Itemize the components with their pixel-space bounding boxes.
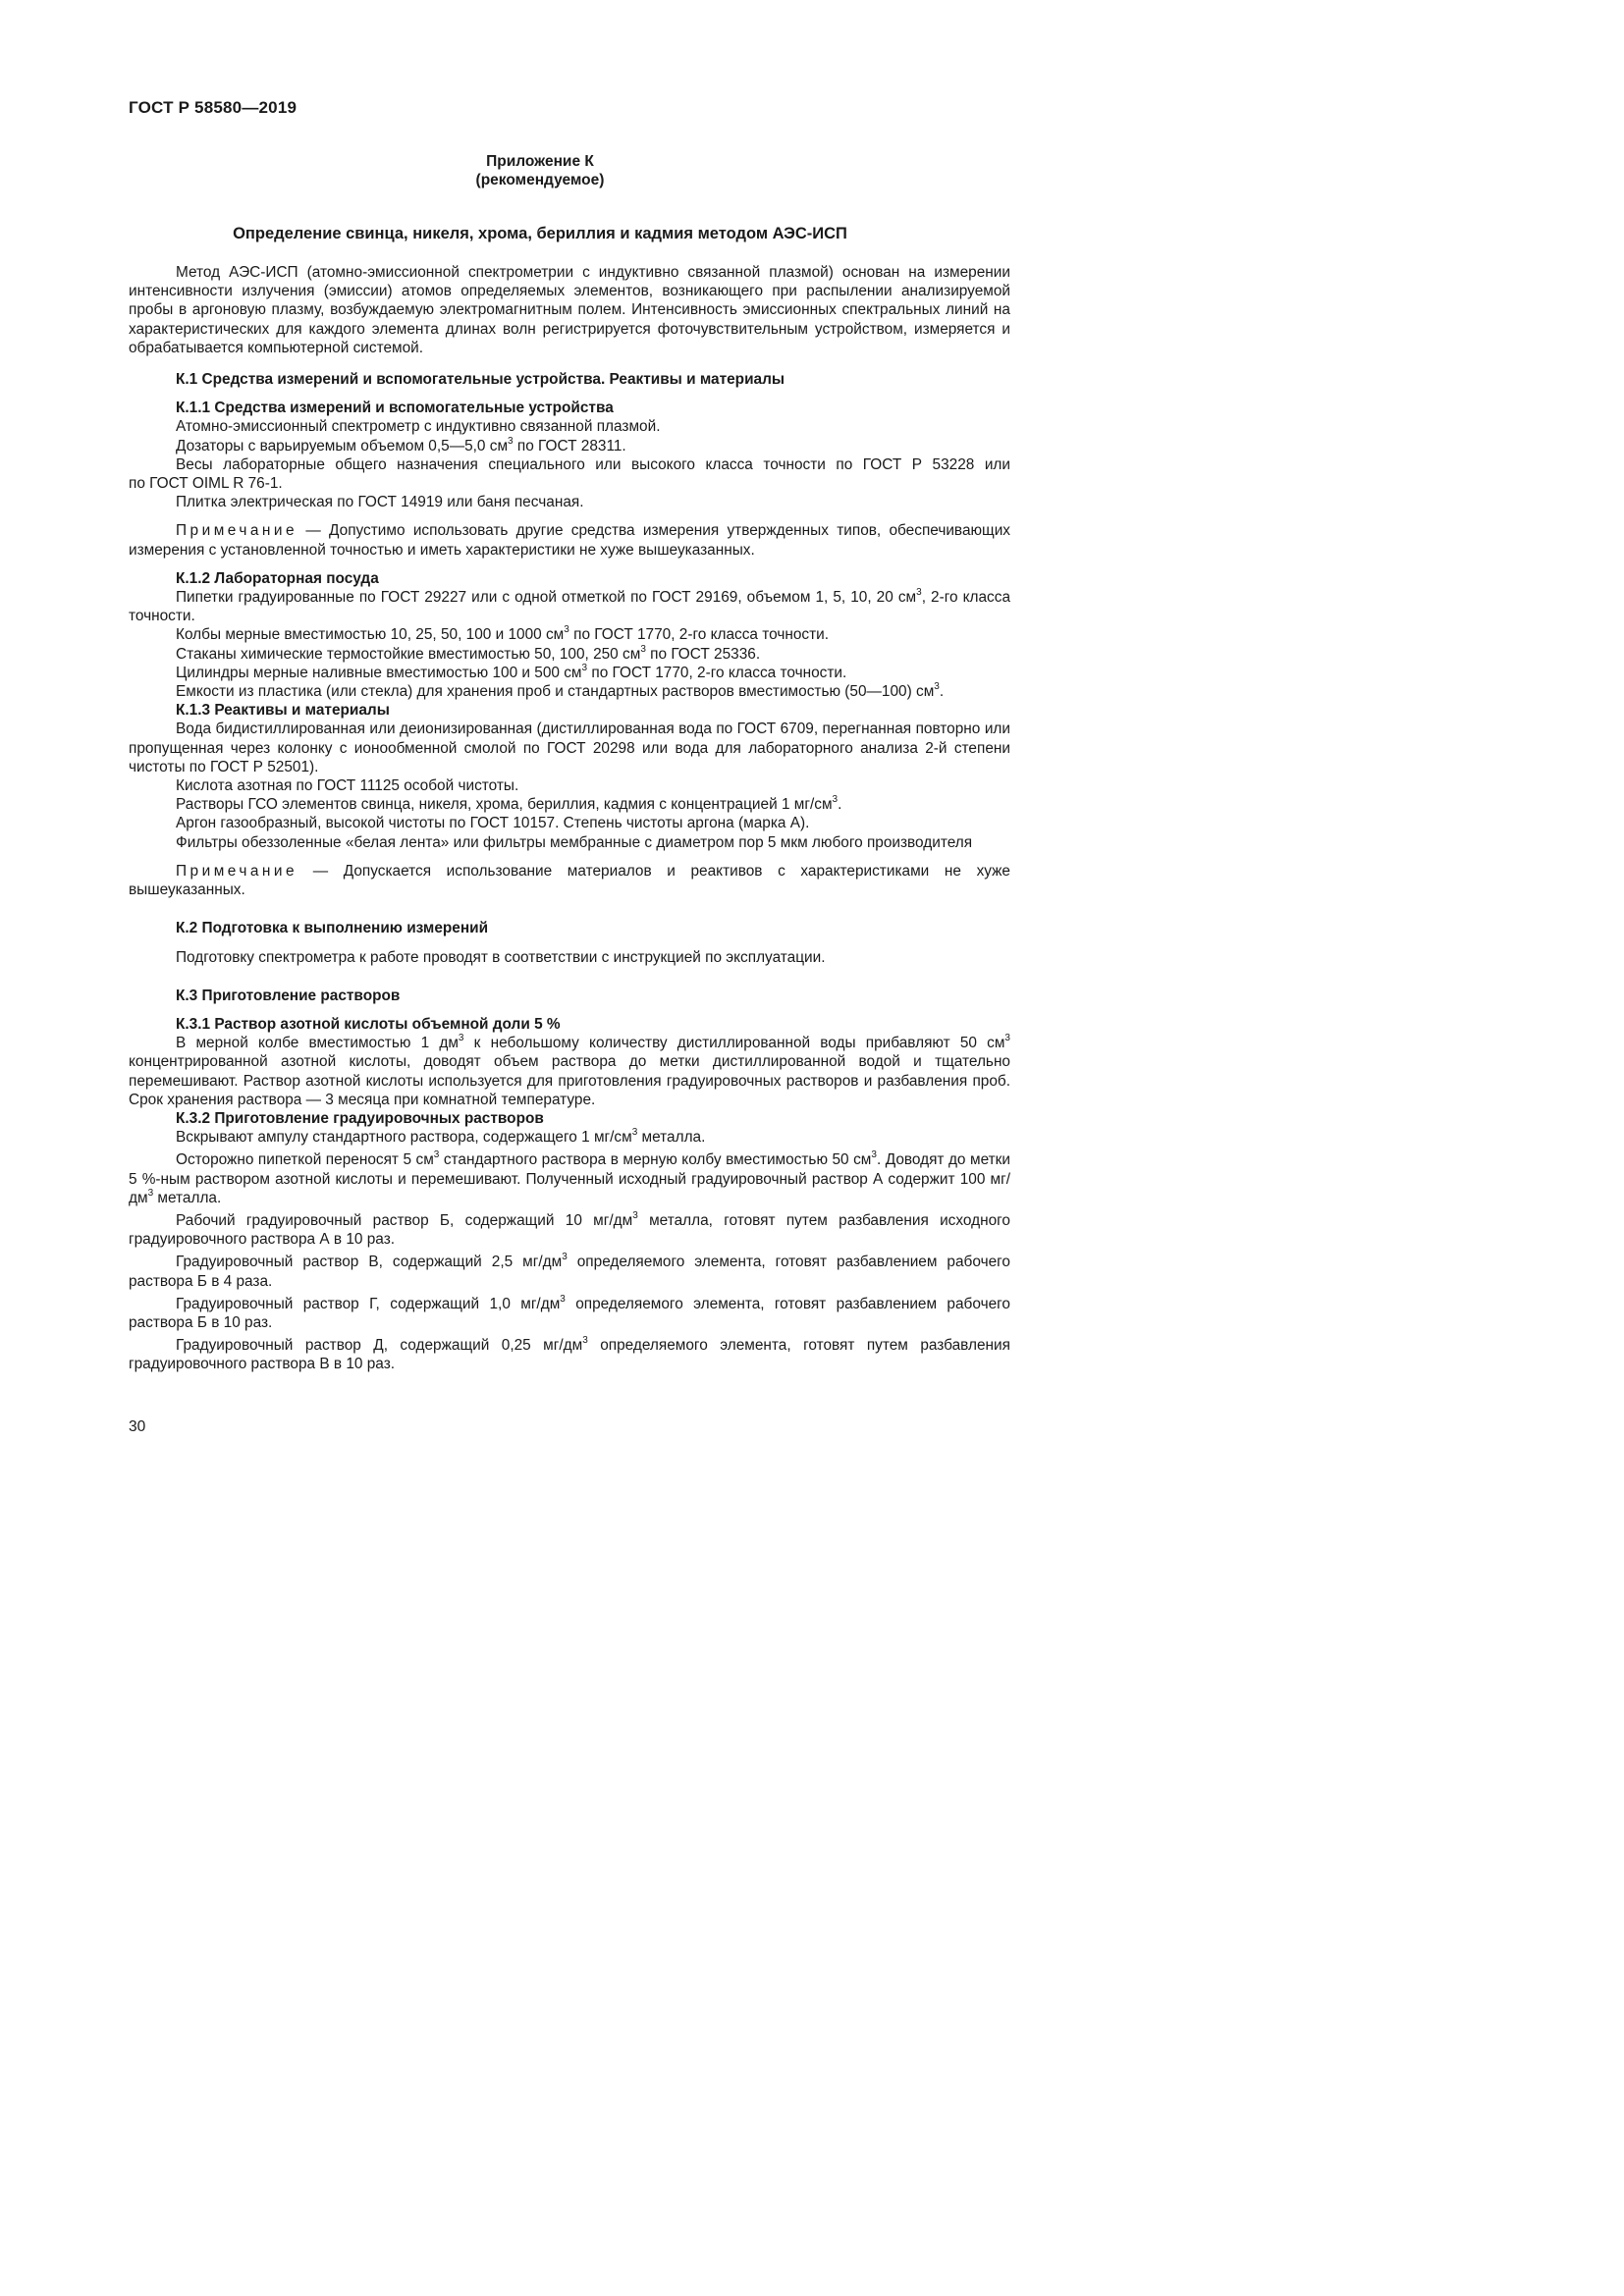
- k31-paragraph: [129, 1034, 1010, 1109]
- k13-line-acid: Кислота азотная по ГОСТ 11125 особой чистоты.: [176, 777, 519, 795]
- k32-paragraph-5: [129, 1295, 1010, 1332]
- annex-label: [0, 152, 1080, 189]
- k12-flasks-tail: по ГОСТ 1770, 2-го класса точности.: [568, 626, 830, 644]
- k12-flasks-text: Колбы мерные вместимостью 10, 25, 50, 100 и 1000 см: [176, 626, 565, 644]
- k12-line-beakers: [129, 645, 1010, 664]
- page-number: 30: [129, 1418, 146, 1435]
- k13-line-gso: [129, 795, 1010, 814]
- k32-p3-text: Рабочий градуировочный раствор Б, содержащий 10 мг/дм: [176, 1211, 633, 1229]
- k32-paragraph-6: [129, 1336, 1010, 1373]
- k31-text-c: концентрированной азотной кислоты, доводят объем раствора до метки дистиллированной водой и тщательно перемешивают. Раствор азотной кислоты используется для приготовления градуировочных растворов и разбавления проб. Срок хранения раствора — 3 месяца при комнатной температуре.: [129, 1053, 1010, 1108]
- k12-beakers-tail: по ГОСТ 25336.: [645, 645, 761, 663]
- k12-cylinders-text: Цилиндры мерные наливные вместимостью 100 и 500 см: [176, 664, 582, 681]
- superscript: 3: [631, 1127, 638, 1138]
- k12-pipettes-tail: , 2-го класса точности.: [129, 589, 1010, 625]
- superscript: 3: [640, 643, 646, 655]
- k12-line-cylinders: [129, 664, 1010, 682]
- k11-note: [129, 521, 1010, 559]
- k12-containers-text: Емкости из пластика (или стекла) для хранения проб и стандартных растворов вместимостью (50—100) см: [176, 683, 935, 701]
- document-page: [0, 0, 1080, 1534]
- section-k1-heading: К.1 Средства измерений и вспомогательные устройства. Реактивы и материалы: [176, 371, 785, 389]
- k12-line-containers: [129, 682, 1010, 701]
- note-text: — Допускается использование материалов и реактивов с характеристиками не хуже вышеуказанных.: [129, 862, 1010, 899]
- k32-p6-text: Градуировочный раствор Д, содержащий 0,25 мг/дм: [176, 1337, 583, 1355]
- section-k3-heading: К.3 Приготовление растворов: [176, 987, 401, 1004]
- document-body: [129, 263, 1010, 1374]
- note-text: — Допустимо использовать другие средства измерения утвержденных типов, обеспечивающих измерения с установленной точностью и иметь характеристики не хуже вышеуказанных.: [129, 522, 1010, 559]
- k11-dispensers-text: Дозаторы с варьируемым объемом 0,5—5,0 см: [176, 437, 509, 454]
- superscript: 3: [564, 624, 569, 636]
- k11-line-spectrometer: Атомно-эмиссионный спектрометр с индуктивно связанной плазмой.: [176, 418, 661, 436]
- superscript: 3: [832, 794, 839, 806]
- annex-status: (рекомендуемое): [475, 172, 605, 188]
- k32-p6-tail: определяемого элемента, готовят путем разбавления градуировочного раствора В в 10 раз.: [129, 1337, 1010, 1373]
- k13-gso-tail: .: [838, 796, 842, 814]
- k11-dispensers-tail: по ГОСТ 28311.: [513, 437, 626, 454]
- k32-p5-text: Градуировочный раствор Г, содержащий 1,0 мг/дм: [176, 1295, 561, 1312]
- superscript: 3: [871, 1149, 877, 1161]
- k12-containers-tail: .: [939, 683, 945, 701]
- intro-paragraph: Метод АЭС-ИСП (атомно-эмиссионной спектрометрии с индуктивно связанной плазмой) основан на измерении интенсивности излучения (эмиссии) атомов определяемых элементов, возникающего при распылении анализируемой пробы в аргоновую плазму, возбуждаемую электромагнитным полем. Интенсивность эмиссионных спектральных линий на характеристических для каждого элемента длинах волн регистрируется фоточувствительным устройством, измеряется и обрабатывается компьютерной системой.: [129, 264, 1010, 356]
- superscript: 3: [560, 1293, 566, 1305]
- k32-paragraph-2: [129, 1150, 1010, 1207]
- section-k2-heading: К.2 Подготовка к выполнению измерений: [176, 920, 489, 937]
- k32-paragraph-1: [129, 1128, 1010, 1147]
- k12-line-flasks: [129, 625, 1010, 644]
- k11-line-hotplate: Плитка электрическая по ГОСТ 14919 или баня песчаная.: [176, 494, 584, 511]
- k31-text-b: к небольшому количеству дистиллированной воды прибавляют 50 см: [463, 1035, 1005, 1052]
- k32-p4-text: Градуировочный раствор В, содержащий 2,5 мг/дм: [176, 1254, 563, 1271]
- k32-paragraph-4: [129, 1253, 1010, 1290]
- k13-gso-text: Растворы ГСО элементов свинца, никеля, хрома, бериллия, кадмия с концентрацией 1 мг/см: [176, 796, 833, 814]
- superscript: 3: [433, 1149, 440, 1161]
- k32-paragraph-3: [129, 1211, 1010, 1249]
- document-id: ГОСТ Р 58580—2019: [129, 98, 298, 117]
- superscript: 3: [581, 662, 588, 673]
- k12-pipettes-text: Пипетки градуированные по ГОСТ 29227 или с одной отметкой по ГОСТ 29169, объемом 1, 5, 10, 20 см: [176, 589, 917, 607]
- k32-p1-tail: металла.: [637, 1129, 706, 1147]
- annex-title: Приложение К: [486, 153, 594, 170]
- note-label: Примечание: [176, 862, 298, 880]
- superscript: 3: [508, 435, 514, 447]
- section-k11-heading: К.1.1 Средства измерений и вспомогательные устройства: [176, 400, 614, 417]
- k32-p2-text-a: Осторожно пипеткой переносят 5 см: [176, 1151, 434, 1169]
- k13-line-argon: Аргон газообразный, высокой чистоты по ГОСТ 10157. Степень чистоты аргона (марка А).: [176, 815, 810, 832]
- k32-p3-tail: металла, готовят путем разбавления исходного градуировочного раствора А в 10 раз.: [129, 1211, 1010, 1249]
- k2-text: Подготовку спектрометра к работе проводят в соответствии с инструкцией по эксплуатации.: [176, 948, 826, 966]
- section-k31-heading: К.3.1 Раствор азотной кислоты объемной доли 5 %: [176, 1015, 561, 1033]
- superscript: 3: [582, 1335, 588, 1347]
- k31-text-a: В мерной колбе вместимостью 1 дм: [176, 1035, 459, 1052]
- note-label: Примечание: [176, 522, 298, 540]
- section-k32-heading: К.3.2 Приготовление градуировочных растворов: [176, 1109, 544, 1127]
- section-k13-heading: К.1.3 Реактивы и материалы: [176, 702, 390, 720]
- k32-p1-text: Вскрывают ампулу стандартного раствора, содержащего 1 мг/см: [176, 1129, 632, 1147]
- k12-beakers-text: Стаканы химические термостойкие вместимостью 50, 100, 250 см: [176, 645, 641, 663]
- k32-p2-text-c: . Доводят до метки 5 %-ным раствором азотной кислоты и перемешивают. Полученный исходный градуировочный раствор А содержит 100 мг/дм: [129, 1151, 1010, 1206]
- k32-p5-tail: определяемого элемента, готовят разбавлением рабочего раствора Б в 10 раз.: [129, 1295, 1010, 1331]
- section-k12-heading: К.1.2 Лабораторная посуда: [176, 569, 379, 587]
- k11-line-dispensers: [129, 437, 1010, 455]
- superscript: 3: [916, 586, 922, 598]
- k11-line-scales: Весы лабораторные общего назначения специального или высокого класса точности по ГОСТ Р 53228 или: [176, 455, 1010, 473]
- superscript: 3: [1004, 1032, 1010, 1043]
- superscript: 3: [934, 680, 940, 692]
- k13-line-filters: Фильтры обеззоленные «белая лента» или фильтры мембранные с диаметром пор 5 мкм любого производителя: [176, 833, 973, 851]
- k13-note: [129, 862, 1010, 899]
- superscript: 3: [458, 1032, 464, 1043]
- k12-line-pipettes: [129, 588, 1010, 625]
- superscript: 3: [632, 1209, 638, 1221]
- k12-cylinders-tail: по ГОСТ 1770, 2-го класса точности.: [587, 664, 847, 681]
- superscript: 3: [562, 1252, 568, 1263]
- annex-heading: Определение свинца, никеля, хрома, бериллия и кадмия методом АЭС-ИСП: [233, 225, 847, 242]
- k32-p4-tail: определяемого элемента, готовят разбавлением рабочего раствора Б в 4 раза.: [129, 1254, 1010, 1290]
- superscript: 3: [147, 1187, 154, 1199]
- k13-line-water: Вода бидистиллированная или деионизированная (дистиллированная вода по ГОСТ 6709, перегнанная повторно или пропущенная через колонку с ионообменной смолой по ГОСТ 20298 или вода для лабораторного анализа 2-й степени чистоты по ГОСТ Р 52501).: [129, 721, 1010, 775]
- k11-line-scales-cont: по ГОСТ OIML R 76-1.: [129, 475, 283, 493]
- k32-p2-text-b: стандартного раствора в мерную колбу вместимостью 50 см: [439, 1151, 872, 1169]
- k32-p2-tail: металла.: [153, 1189, 222, 1206]
